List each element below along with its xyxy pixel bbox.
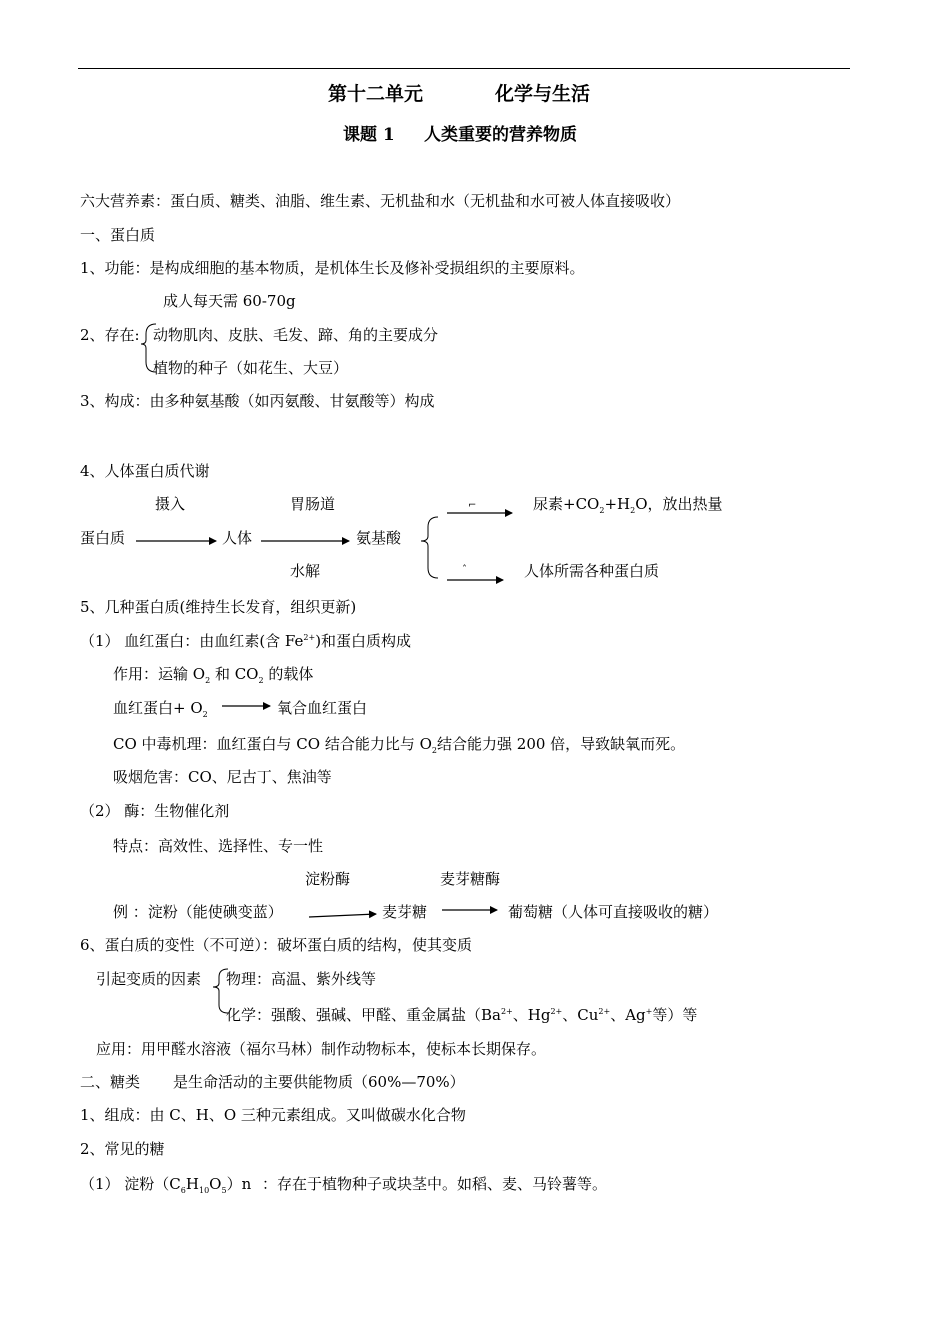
protein-existence-animal: 动物肌肉、皮肤、毛发、蹄、角的主要成分: [153, 326, 439, 344]
metabolism-brace: [421, 517, 438, 578]
metab-synthesis-mark: ˆ: [462, 565, 467, 576]
metab-protein: 蛋白质: [80, 529, 126, 547]
metab-oxidation-mark: ⌐: [468, 500, 477, 511]
metab-amino-acid: 氨基酸: [356, 529, 402, 547]
enzyme-features: 特点：高效性、选择性、专一性: [113, 837, 324, 855]
topic-title: 人类重要的营养物质: [424, 125, 577, 145]
enzyme-example-starch: 例 ：淀粉（能使碘变蓝）: [113, 903, 283, 921]
smoking-harm: 吸烟危害：CO、尼古丁、焦油等: [113, 768, 332, 786]
protein-types-heading: 5、几种蛋白质(维持生长发育，组织更新): [80, 598, 357, 616]
common-sugars-heading: 2、常见的糖: [80, 1140, 165, 1158]
metab-output-proteins: 人体所需各种蛋白质: [524, 562, 660, 580]
section-sugar-description: 是生命活动的主要供能物质（60%—70%）: [173, 1073, 465, 1091]
hemoglobin-reaction-left: 血红蛋白+ $O_2$: [113, 699, 208, 719]
protein-function: 1、功能：是构成细胞的基本物质，是机体生长及修补受损组织的主要原料。: [80, 259, 585, 277]
metab-intake-label: 摄入: [155, 495, 186, 513]
co-poisoning: CO 中毒机理：血红蛋白与 CO 结合能力比与 $O_2$结合能力强 200 倍，导致缺氧而死。: [113, 735, 686, 755]
denaturation-application: 应用：用甲醛水溶液（福尔马林）制作动物标本，使标本长期保存。: [96, 1040, 547, 1058]
protein-existence-label: 2、存在:: [80, 326, 140, 344]
denaturation-brace: [213, 969, 228, 1013]
starch-formula: （1） 淀粉$(C_6H_{10}O_5)n$: [80, 1175, 252, 1195]
enzyme-amylase-label: 淀粉酶: [305, 870, 351, 888]
protein-composition: 3、构成：由多种氨基酸（如丙氨酸、甘氨酸等）构成: [80, 392, 435, 410]
metabolism-heading: 4、人体蛋白质代谢: [80, 462, 210, 480]
unit-title: 化学与生活: [495, 83, 591, 105]
denaturation-physical: 物理：高温、紫外线等: [226, 970, 377, 988]
denaturation-heading: 6、蛋白质的变性（不可逆）：破坏蛋白质的结构，使其变质: [80, 936, 473, 954]
sugar-composition: 1、组成：由 C、H、O 三种元素组成。又叫做碳水化合物: [80, 1106, 466, 1124]
metab-gut-label: 胃肠道: [290, 495, 336, 513]
topic-label: 课题 1: [343, 125, 395, 145]
enzyme-title: （2） 酶：生物催化剂: [80, 802, 230, 820]
hemoglobin-title: （1） 血红蛋白：由血红素(含 $Fe^{2+}$)和蛋白质构成: [80, 632, 412, 650]
section-protein-heading: 一、蛋白质: [80, 226, 156, 244]
denaturation-cause-label: 引起变质的因素: [96, 970, 202, 988]
unit-label: 第十二单元: [328, 83, 424, 105]
hemoglobin-role: 作用：运输 $O_2$ 和 $CO_2$ 的载体: [113, 665, 314, 685]
metab-output-urea: 尿素$+CO_2+H_2O$，放出热量: [533, 495, 723, 515]
existence-brace: [141, 324, 156, 372]
arrow-starch-to-maltose: [309, 914, 376, 917]
protein-existence-plant: 植物的种子（如花生、大豆）: [153, 359, 349, 377]
enzyme-example-maltose: 麦芽糖: [382, 903, 428, 921]
enzyme-example-glucose: 葡萄糖（人体可直接吸收的糖）: [508, 903, 719, 921]
intro-text: 六大营养素：蛋白质、糖类、油脂、维生素、无机盐和水（无机盐和水可被人体直接吸收）: [80, 192, 681, 210]
denaturation-chemical: 化学：强酸、强碱、甲醛、重金属盐（$Ba^{2+}$、$Hg^{2+}$、$Cu^{2+}$、Ag+等）等: [226, 1006, 698, 1024]
hemoglobin-reaction-right: 氧合血红蛋白: [277, 699, 368, 717]
section-sugar-heading: 二、糖类: [80, 1073, 141, 1091]
protein-daily-need: 成人每天需 60-70g: [163, 292, 296, 310]
starch-description: ：存在于植物种子或块茎中。如稻、麦、马铃薯等。: [262, 1175, 608, 1193]
enzyme-maltase-label: 麦芽糖酶: [440, 870, 501, 888]
metab-body: 人体: [222, 529, 253, 547]
metab-hydrolysis-label: 水解: [290, 562, 321, 580]
